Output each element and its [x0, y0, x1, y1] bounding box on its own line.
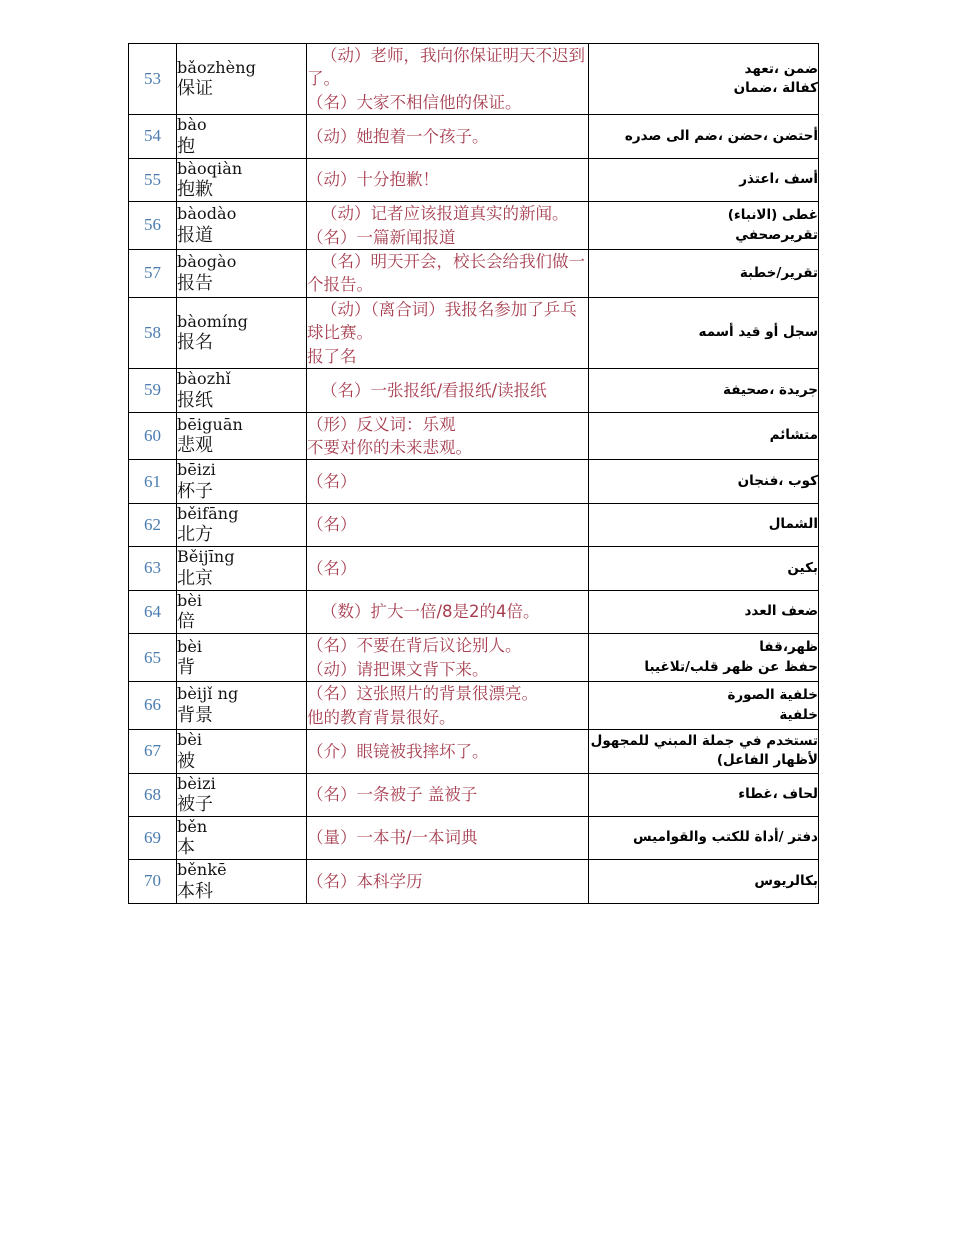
hanzi-text: 被子: [177, 794, 213, 816]
arabic-gloss-cell: [589, 297, 819, 368]
arabic-line: ظهر،قفا: [759, 639, 818, 656]
row-index-cell: 70: [129, 860, 177, 903]
arabic-gloss-cell: [589, 503, 819, 546]
row-index-cell: 62: [129, 503, 177, 546]
example-line: （名）不要在背后议论别人。: [307, 636, 522, 656]
example-sentence-cell: [307, 412, 589, 460]
table-row: [129, 158, 819, 201]
table-row: [129, 860, 819, 903]
example-sentence-cell: [307, 730, 589, 773]
pinyin-text: bàozhǐ: [177, 369, 231, 389]
arabic-line: لحاف ،غطاء: [738, 785, 818, 802]
table-row: [129, 816, 819, 859]
hanzi-text: 背景: [177, 704, 213, 726]
pinyin-text: bàomíng: [177, 311, 248, 331]
arabic-line: أسف ،اعتذر: [739, 171, 818, 188]
example-sentence-cell: [307, 503, 589, 546]
pinyin-text: bēiguān: [177, 414, 243, 434]
arabic-line: جريدة ،صحيفة: [723, 381, 818, 398]
arabic-gloss-cell: [589, 547, 819, 590]
pinyin-text: bàoqiàn: [177, 158, 243, 178]
example-line: （量）一本书/一本词典: [307, 828, 478, 848]
arabic-line: الشمال: [768, 516, 818, 533]
arabic-gloss-cell: [589, 773, 819, 816]
example-sentence-cell: [307, 115, 589, 158]
arabic-line: تستخدم في جملة المبني للمجهول: [590, 732, 818, 749]
example-line: （名）一篇新闻报道: [307, 227, 456, 247]
vocabulary-word-cell: [177, 816, 307, 859]
pinyin-text: bào: [177, 115, 207, 135]
arabic-gloss-cell: [589, 634, 819, 682]
arabic-line: بكالريوس: [754, 872, 818, 889]
example-line: （形）反义词：乐观: [307, 414, 456, 434]
hanzi-text: 北方: [177, 524, 213, 546]
table-row: [129, 730, 819, 773]
arabic-line: خلفية: [779, 706, 818, 723]
table-row: [129, 202, 819, 250]
arabic-gloss-cell: [589, 730, 819, 773]
arabic-gloss-cell: [589, 412, 819, 460]
arabic-gloss-cell: [589, 460, 819, 503]
table-row: [129, 297, 819, 368]
row-index-cell: 65: [129, 634, 177, 682]
vocabulary-word-cell: [177, 634, 307, 682]
arabic-gloss-cell: [589, 590, 819, 633]
arabic-line: غطى (الانباء): [727, 207, 818, 224]
table-row: [129, 369, 819, 412]
example-line: 他的教育背景很好。: [307, 707, 456, 727]
row-index-cell: 61: [129, 460, 177, 503]
example-line: （名）本科学历: [307, 871, 423, 891]
arabic-line: ضعف العدد: [744, 603, 818, 620]
vocabulary-word-cell: [177, 158, 307, 201]
pinyin-text: Běijīng: [177, 547, 235, 567]
arabic-line: أحتضن ،حضن ،ضم الى صدره: [624, 127, 818, 144]
pinyin-text: bèi: [177, 730, 203, 750]
hanzi-text: 本科: [177, 880, 213, 902]
example-sentence-cell: [307, 816, 589, 859]
pinyin-text: běnkē: [177, 860, 227, 880]
example-sentence-cell: [307, 250, 589, 298]
example-sentence-cell: [307, 547, 589, 590]
vocabulary-word-cell: [177, 460, 307, 503]
row-index-cell: 67: [129, 730, 177, 773]
table-row: [129, 634, 819, 682]
example-line: （名）一条被子 盖被子: [307, 785, 478, 805]
example-sentence-cell: [307, 297, 589, 368]
example-line: （名）这张照片的背景很漂亮。: [307, 684, 538, 704]
table-body: [129, 44, 819, 904]
vocabulary-word-cell: [177, 773, 307, 816]
vocabulary-word-cell: [177, 412, 307, 460]
example-line: （名）大家不相信他的保证。: [307, 92, 522, 112]
arabic-line: لأظهار الفاعل): [716, 752, 818, 769]
hanzi-text: 抱: [177, 135, 195, 157]
hanzi-text: 倍: [177, 611, 195, 633]
row-index-cell: 58: [129, 297, 177, 368]
example-sentence-cell: [307, 44, 589, 115]
vocabulary-word-cell: [177, 250, 307, 298]
example-line: （名）: [307, 471, 357, 491]
hanzi-text: 保证: [177, 78, 213, 100]
arabic-gloss-cell: [589, 115, 819, 158]
hanzi-text: 报名: [177, 332, 213, 354]
row-index-cell: 64: [129, 590, 177, 633]
example-sentence-cell: [307, 773, 589, 816]
row-index-cell: 56: [129, 202, 177, 250]
hanzi-text: 悲观: [177, 435, 213, 457]
pinyin-text: bèijǐ ng: [177, 684, 239, 704]
table-row: [129, 412, 819, 460]
table-row: [129, 547, 819, 590]
hanzi-text: 被: [177, 750, 195, 772]
example-line: （动）（离合词）我报名参加了乒乓球比赛。: [307, 299, 577, 343]
example-line: （动）十分抱歉！: [307, 170, 439, 190]
arabic-line: دفتر /أداة للكتب والقواميس: [633, 829, 818, 846]
arabic-line: متشائم: [769, 427, 818, 444]
table-row: [129, 682, 819, 730]
vocabulary-table: [128, 43, 819, 904]
hanzi-text: 报纸: [177, 389, 213, 411]
pinyin-text: bēizi: [177, 460, 216, 480]
row-index-cell: 66: [129, 682, 177, 730]
arabic-line: تقريرصحفي: [735, 226, 818, 243]
table-row: [129, 503, 819, 546]
table-row: [129, 460, 819, 503]
arabic-line: كفالة ،ضمان: [733, 80, 818, 97]
example-sentence-cell: [307, 369, 589, 412]
hanzi-text: 本: [177, 837, 195, 859]
row-index-cell: 54: [129, 115, 177, 158]
vocabulary-word-cell: [177, 730, 307, 773]
vocabulary-word-cell: [177, 369, 307, 412]
table-row: [129, 44, 819, 115]
row-index-cell: 53: [129, 44, 177, 115]
example-sentence-cell: [307, 682, 589, 730]
example-sentence-cell: [307, 634, 589, 682]
vocabulary-word-cell: [177, 590, 307, 633]
example-line: （名）一张报纸/看报纸/读报纸: [321, 380, 547, 400]
pinyin-text: bèi: [177, 590, 203, 610]
row-index-cell: 63: [129, 547, 177, 590]
hanzi-text: 杯子: [177, 480, 213, 502]
vocabulary-word-cell: [177, 44, 307, 115]
row-index-cell: 69: [129, 816, 177, 859]
table-row: [129, 250, 819, 298]
arabic-line: ضمن ،تعهد: [744, 60, 818, 77]
hanzi-text: 抱歉: [177, 179, 213, 201]
hanzi-text: 北京: [177, 567, 213, 589]
example-sentence-cell: [307, 860, 589, 903]
arabic-gloss-cell: [589, 158, 819, 201]
example-line: （介）眼镜被我摔坏了。: [307, 741, 489, 761]
example-sentence-cell: [307, 590, 589, 633]
example-line: （动）请把课文背下来。: [307, 659, 489, 679]
arabic-gloss-cell: [589, 816, 819, 859]
arabic-gloss-cell: [589, 202, 819, 250]
pinyin-text: bàodào: [177, 204, 237, 224]
pinyin-text: bàogào: [177, 252, 237, 272]
pinyin-text: bèi: [177, 636, 203, 656]
table-row: [129, 115, 819, 158]
example-line: 报了名: [307, 346, 357, 366]
arabic-line: بكين: [787, 559, 818, 576]
arabic-gloss-cell: [589, 250, 819, 298]
example-line: （名）: [307, 558, 357, 578]
pinyin-text: běifāng: [177, 503, 239, 523]
row-index-cell: 57: [129, 250, 177, 298]
row-index-cell: 60: [129, 412, 177, 460]
vocabulary-word-cell: [177, 297, 307, 368]
arabic-gloss-cell: [589, 369, 819, 412]
hanzi-text: 报道: [177, 224, 213, 246]
example-sentence-cell: [307, 158, 589, 201]
arabic-gloss-cell: [589, 44, 819, 115]
pinyin-text: běn: [177, 816, 208, 836]
row-index-cell: 68: [129, 773, 177, 816]
vocabulary-word-cell: [177, 860, 307, 903]
arabic-line: تقرير/خطبة: [739, 264, 818, 281]
example-line: （名）: [307, 515, 357, 535]
arabic-gloss-cell: [589, 860, 819, 903]
row-index-cell: 59: [129, 369, 177, 412]
example-sentence-cell: [307, 460, 589, 503]
table-row: [129, 590, 819, 633]
hanzi-text: 报告: [177, 272, 213, 294]
row-index-cell: 55: [129, 158, 177, 201]
arabic-gloss-cell: [589, 682, 819, 730]
arabic-line: سجل أو قيد أسمه: [698, 324, 818, 341]
example-line: 不要对你的未来悲观。: [307, 438, 472, 458]
vocabulary-word-cell: [177, 115, 307, 158]
pinyin-text: bǎozhèng: [177, 57, 256, 77]
example-line: （动）她抱着一个孩子。: [307, 126, 489, 146]
arabic-line: كوب ،فنجان: [737, 472, 818, 489]
vocabulary-word-cell: [177, 547, 307, 590]
vocabulary-word-cell: [177, 503, 307, 546]
arabic-line: خلفية الصورة: [727, 687, 818, 704]
arabic-line: حفظ عن ظهر قلب/تلاغيبا: [644, 658, 818, 675]
table-row: [129, 773, 819, 816]
vocabulary-word-cell: [177, 202, 307, 250]
vocabulary-word-cell: [177, 682, 307, 730]
hanzi-text: 背: [177, 657, 195, 679]
pinyin-text: bèizi: [177, 773, 216, 793]
example-line: （数）扩大一倍/8是2的4倍。: [321, 602, 540, 622]
example-line: （动）记者应该报道真实的新闻。: [321, 204, 569, 224]
example-line: （动）老师，我向你保证明天不迟到了。: [307, 46, 585, 89]
example-sentence-cell: [307, 202, 589, 250]
example-line: （名）明天开会，校长会给我们做一个报告。: [307, 252, 585, 295]
